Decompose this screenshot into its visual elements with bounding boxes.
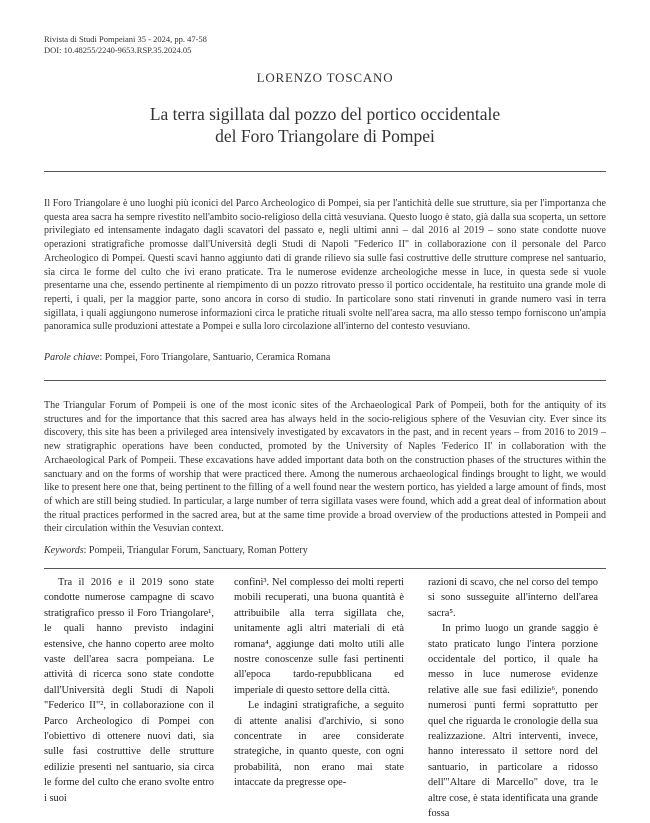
doi-line: DOI: 10.48255/2240-9653.RSP.35.2024.05 [44, 45, 192, 55]
keywords-en-text: Pompeii, Triangular Forum, Sanctuary, Roman Pottery [88, 545, 308, 556]
body-paragraph: Tra il 2016 e il 2019 sono state condotte numerose campagne di scavo stratigrafico presso il Foro Triangolare¹, le quali hanno previsto indagini estensive, che hanno coperto aree molto vaste dell'area sacra pompeiana. Le attività di ricerca sono state condotte dall'Università degli Studi di Napoli "Federico II"², in collaborazione con il Parco Archeologico di Pompei con l'obiettivo di ottenere nuovi dati, sia sulle fasi costruttive delle strutture edilizie presenti nel santuario, sia circa le forme del culto che erano svolte entro i suoi [44, 577, 214, 804]
article-title [0, 103, 650, 147]
body-paragraph: razioni di scavo, che nel corso del tempo si sono susseguite all'interno dell'area sacra⁵. [428, 577, 598, 619]
title-line-2: del Foro Triangolare di Pompei [215, 126, 435, 146]
abstract-italian: Il Foro Triangolare è uno luoghi più iconici del Parco Archeologico di Pompei, sia per l'antichità delle sue strutture, sia per l'importanza che questa area sacra ha sempre rivestito nell'ambito socio-religioso della città vesuviana. Questo luogo è stato, già dalla sua scoperta, un settore privilegiato ed intensamente indagato dagli scavatori del passato e, negli ultimi anni – dal 2016 al 2019 – sono state condotte nuove operazioni stratigrafiche promosse dall'Università degli Studi di Napoli "Federico II" in collaborazione con il personale del Parco Archeologico di Pompei. Questi scavi hanno aggiunto dati di grande rilievo sia sulle fasi costruttive delle strutture comprese nel santuario, sia circa le forme del culto che ivi erano praticate. Tra le numerose evidenze archeologiche messe in luce, in questa sede si vuole presentarne una che, essendo pertinente al riempimento di un pozzo ritrovato presso il portico occidentale, ha restituito una grande mole di reperti, i quali, per la maggior parte, sono ancora in corso di studio. In particolare sono stati rinvenuti in grande numero vasi in terra sigillata, i quali aggiungono numerose informazioni circa le pratiche rituali svolte nell'area sacra, ma allo stesso tempo forniscono un'ampia panoramica sulle produzioni attestate a Pompei e sulla loro circolazione all'interno del contesto vesuviano. [44, 198, 606, 333]
journal-header [44, 34, 207, 56]
keywords-it-label: Parole chiave [44, 352, 100, 363]
abstract-english: The Triangular Forum of Pompeii is one of the most iconic sites of the Archaeological Park of Pompeii, both for the antiquity of its structures and for the importance that this sacred area has always held in the socio-religious sphere of the Vesuvian city. Ever since its discovery, this site has been a privileged area intensively investigated by excavators in the past, and in recent years – from 2016 to 2019 – new stratigraphic operations have been conducted, promoted by the University of Naples 'Federico II' in collaboration with the Archaeological Park of Pompeii. These excavations have added important data both on the construction phases of the structures within the sanctuary and on the forms of worship that were practiced there. Among the numerous archaeological findings brought to light, we would like to present here one that, being pertinent to the filling of a well found near the western portico, has yielded a large amount of finds, most of which are still being studied. In particular, a large number of terra sigillata vases were found, which add a great deal of information about the ritual practices performed in the sacred area, but at the same time provide a broad overview of the productions attested in Pompeii and their circulation within the Vesuvian context. [44, 400, 606, 535]
body-paragraph: Le indagini stratigrafiche, a seguito di attente analisi d'archivio, si sono concentrate in aree considerate strategiche, in quanto queste, con ogni probabilità, non erano mai state intaccate da pregresse ope- [234, 700, 404, 789]
keywords-english: Keywords: Pompeii, Triangular Forum, Sanctuary, Roman Pottery [44, 545, 308, 556]
title-line-1: La terra sigillata dal pozzo del portico occidentale [149, 104, 501, 124]
divider-top [44, 171, 606, 172]
body-paragraph: confini³. Nel complesso dei molti reperti mobili recuperati, una buona quantità è attribuibile alla terra sigillata che, unitamente agli altri materiali di età romana⁴, aggiunge dati molto utili alle nostre conoscenze sulle fasi pertinenti all'epoca tardo-repubblicana ed imperiale di questo settore della città. [234, 577, 404, 696]
body-column-1 [44, 575, 214, 806]
keywords-it-text: Pompei, Foro Triangolare, Santuario, Ceramica Romana [104, 352, 331, 363]
divider-middle [44, 380, 606, 381]
journal-citation: Rivista di Studi Pompeiani 35 - 2024, pp. 47-58 [44, 34, 207, 44]
body-column-3 [428, 575, 598, 822]
body-paragraph: In primo luogo un grande saggio è stato praticato lungo l'intera porzione occidentale del portico, il quale ha messo in luce numerose evidenze relative alle sue fasi edilizie⁶, ponendo numerosi punti fermi soprattutto per quel che riguarda le cronologie della sua realizzazione. Altri interventi, invece, hanno interessato il settore nord del santuario, in particolare a ridosso dell'"Altare di Marcello" dove, tra le altre cose, è stata identificata una grande fossa [428, 623, 598, 820]
divider-bottom [44, 568, 606, 569]
author-name: LORENZO TOSCANO [256, 70, 394, 85]
body-column-2 [234, 575, 404, 791]
keywords-italian: Parole chiave: Pompei, Foro Triangolare, Santuario, Ceramica Romana [44, 352, 331, 363]
keywords-en-label: Keywords [44, 545, 84, 556]
